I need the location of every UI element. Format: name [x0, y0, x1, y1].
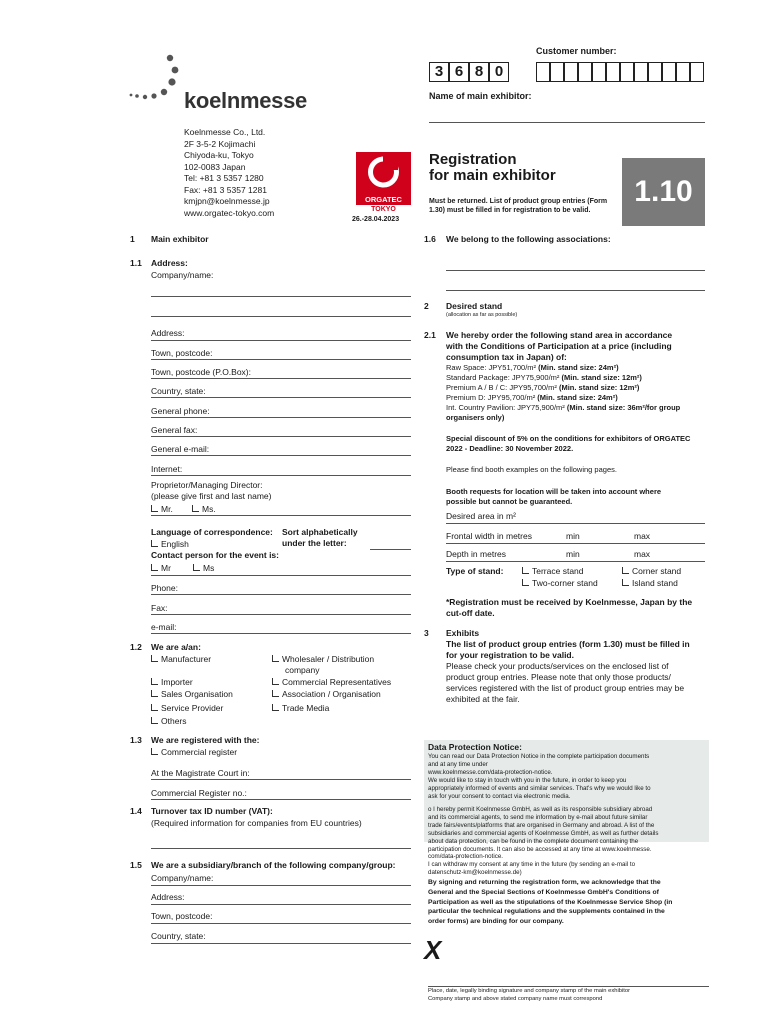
company-name-field-2[interactable] — [151, 316, 411, 317]
data-protection-title: Data Protection Notice: — [428, 742, 522, 752]
fax-label: Fax: — [151, 603, 168, 613]
proprietor-field[interactable] — [151, 515, 411, 516]
customer-digit: 3 — [429, 62, 449, 82]
customer-digit: 6 — [449, 62, 469, 82]
parent-country-field[interactable] — [151, 943, 411, 944]
type-commercial-reps-checkbox[interactable]: Commercial Representatives — [272, 677, 391, 688]
event-dates: 26.-28.04.2023 — [352, 216, 400, 223]
contact-person-field[interactable] — [151, 575, 411, 576]
depth-label: Depth in metres — [446, 549, 506, 559]
price-list: Raw Space: JPY51,700/m² (Min. stand size: 24m²) Standard Package: JPY75,900/m² (Min. stand size: 12m²) Premium A / B / C: JPY95,700/m² (Min. stand size: 12m²) Premium D: JPY95,700/m² (Min. stand size: 24m²) Int. Country Pavilion: JPY75,900/m² (Min. stand size: 36m²/for group organisers only) — [446, 363, 681, 422]
phone-field[interactable] — [151, 594, 411, 595]
customer-digit: 0 — [489, 62, 509, 82]
allocation-note: (allocation as far as possible) — [446, 312, 518, 318]
desired-area-label: Desired area in m² — [446, 511, 516, 521]
town-postcode-pobox-field[interactable] — [151, 378, 411, 379]
booth-examples-note: Please find booth examples on the following pages. — [446, 465, 617, 474]
parent-company-field[interactable] — [151, 885, 411, 886]
associations-field-2[interactable] — [446, 290, 705, 291]
internet-label: Internet: — [151, 464, 183, 474]
magistrate-court-label: At the Magistrate Court in: — [151, 768, 250, 778]
section-number: 1.4 — [130, 806, 142, 816]
section-title: Address: — [151, 258, 188, 268]
contact-ms-checkbox[interactable]: Ms — [193, 563, 214, 574]
associations-field[interactable] — [446, 270, 705, 271]
form-title: Registration for main exhibitor — [429, 151, 556, 184]
data-protection-consent-checkbox[interactable]: o I hereby permit Koelnmesse GmbH, as well as its responsible subsidiary abroad and its commercial agents, to send me information by e-mail about future similar trade fairs/events/platforms that are organised in Germany and abroad. A list of the subsidiaries and commercial agents of Koelnmesse GmbH, as well as further details about data protection, can be found in the complete document containing the participation documents. It can also be accessed at any time at www.koelnmesse. com/data-protection-notice. I can withdraw my consent at any time in the future (by sending an e-mail to datenschutz-km@koelnmesse.de) — [428, 806, 659, 877]
form-number-badge: 1.10 — [622, 158, 705, 226]
main-exhibitor-name-field[interactable] — [429, 122, 705, 123]
parent-company-label: Company/name: — [151, 873, 214, 883]
section-title: Main exhibitor — [151, 234, 209, 244]
sort-alphabetically-label: Sort alphabetically under the letter: — [282, 527, 358, 548]
depth-field[interactable] — [446, 561, 705, 562]
company-name-label: Company/name: — [151, 270, 214, 280]
two-corner-stand-checkbox[interactable]: Two-corner stand — [522, 578, 598, 589]
koelnmesse-logo-icon — [128, 50, 188, 102]
orgatec-logo: ORGATEC TOKYO — [356, 152, 411, 212]
country-state-label: Country, state: — [151, 386, 206, 396]
town-postcode-field[interactable] — [151, 359, 411, 360]
type-service-provider-checkbox[interactable]: Service Provider — [151, 703, 223, 714]
type-manufacturer-checkbox[interactable]: Manufacturer — [151, 654, 211, 665]
general-email-field[interactable] — [151, 455, 411, 456]
general-fax-field[interactable] — [151, 436, 411, 437]
section-number: 1.5 — [130, 860, 142, 870]
customer-number-input[interactable] — [536, 62, 704, 82]
corner-stand-checkbox[interactable]: Corner stand — [622, 566, 681, 577]
signature-caption: Place, date, legally binding signature and company stamp of the main exhibitor Company stamp and above stated company name must correspond — [428, 988, 631, 1002]
section-number: 1.1 — [130, 258, 142, 268]
general-email-label: General e-mail: — [151, 444, 210, 454]
booth-location-note: Booth requests for location will be taken into account where possible but cannot be guaranteed. — [446, 487, 662, 506]
stand-type-label: Type of stand: — [446, 566, 504, 576]
language-label: Language of correspondence: — [151, 527, 273, 537]
customer-number-label: Customer number: — [536, 46, 617, 56]
vat-field[interactable] — [151, 848, 411, 849]
type-others-checkbox[interactable]: Others — [151, 716, 187, 727]
general-fax-label: General fax: — [151, 425, 198, 435]
fax-field[interactable] — [151, 614, 411, 615]
contact-person-label: Contact person for the event is: — [151, 550, 279, 560]
section-number: 2.1 — [424, 330, 436, 340]
section-title: We are a/an: — [151, 642, 201, 652]
signature-mark: X — [424, 935, 442, 965]
magistrate-court-field[interactable] — [151, 779, 411, 780]
section-title: Desired stand — [446, 301, 503, 311]
deadline-note: *Registration must be received by Koelnmesse, Japan by the cut-off date. — [446, 597, 693, 618]
type-importer-checkbox[interactable]: Importer — [151, 677, 193, 688]
frontal-width-label: Frontal width in metres — [446, 531, 532, 541]
type-trade-media-checkbox[interactable]: Trade Media — [272, 703, 329, 714]
depth-min-label: min — [566, 549, 580, 559]
discount-note: Special discount of 5% on the conditions for exhibitors of ORGATEC 2022 - Deadline: 30 November 2022. — [446, 434, 691, 453]
island-stand-checkbox[interactable]: Island stand — [622, 578, 678, 589]
address-label: Address: — [151, 328, 185, 338]
email-field[interactable] — [151, 633, 411, 634]
data-protection-text: You can read our Data Protection Notice in the complete participation documents and at any time under www.koelnmesse.com/data-protection-notice. We would like to stay in touch with you in the future, in order to keep you appropriately informed of events and similar services. That's why we would like to ask for your consent to contact via electronic media. — [428, 753, 651, 800]
sort-letter-field[interactable] — [370, 549, 411, 550]
section-title: We are registered with the: — [151, 735, 260, 745]
section-title: We are a subsidiary/branch of the following company/group: — [151, 860, 396, 870]
section-number: 1.3 — [130, 735, 142, 745]
section-number: 1 — [130, 234, 135, 244]
email-label: e-mail: — [151, 622, 177, 632]
section-number: 2 — [424, 301, 429, 311]
main-exhibitor-name-label: Name of main exhibitor: — [429, 91, 532, 101]
phone-label: Phone: — [151, 583, 178, 593]
general-phone-field[interactable] — [151, 417, 411, 418]
address-field[interactable] — [151, 340, 411, 341]
customer-digit: 8 — [469, 62, 489, 82]
section-title: Turnover tax ID number (VAT): — [151, 806, 273, 816]
exhibits-requirement: The list of product group entries (form 1.30) must be filled in for your registration to be valid. — [446, 639, 690, 660]
proprietor-label: Proprietor/Managing Director: (please give first and last name) — [151, 480, 272, 501]
type-association-checkbox[interactable]: Association / Organisation — [272, 689, 381, 700]
terrace-stand-checkbox[interactable]: Terrace stand — [522, 566, 584, 577]
signature-field[interactable] — [428, 986, 709, 987]
koelnmesse-wordmark: koelnmesse — [184, 88, 307, 113]
signing-acknowledgement: By signing and returning the registration form, we acknowledge that the General and the Special Sections of Koelnmesse GmbH's Conditions of Participation as well as the stipulations of the Koelnmesse Service Shop (in particular the technical regulations and the supplements contained in the order forms) are binding for our company. — [428, 879, 673, 926]
section-number: 1.2 — [130, 642, 142, 652]
organizer-address: Koelnmesse Co., Ltd. 2F 3-5-2 Kojimachi Chiyoda-ku, Tokyo 102-0083 Japan Tel: +81 3 5357 1280 Fax: +81 3 5357 1281 kmjpn@koelnmesse.jp www.orgatec-tokyo.com — [184, 127, 275, 218]
depth-max-label: max — [634, 549, 651, 559]
vat-note: (Required information for companies from EU countries) — [151, 818, 362, 828]
contact-mr-checkbox[interactable]: Mr — [151, 563, 171, 574]
parent-address-field[interactable] — [151, 904, 411, 905]
parent-address-label: Address: — [151, 892, 185, 902]
form-note: Must be returned. List of product group entries (Form 1.30) must be filled in for registration to be valid. — [429, 198, 608, 214]
company-name-field[interactable] — [151, 296, 411, 297]
stand-order-title: We hereby order the following stand area in accordance with the Conditions of Participation at a price (including consumption tax in Japan) of: — [446, 330, 673, 362]
exhibits-text: Please check your products/services on the enclosed list of product group entries. Please note that only those products/ services registered with the list of product group entries may be exhibited at the fair. — [446, 661, 685, 704]
parent-town-label: Town, postcode: — [151, 911, 213, 921]
type-wholesaler-label-2: company — [285, 665, 320, 675]
frontal-width-field[interactable] — [446, 543, 705, 544]
frontal-max-label: max — [634, 531, 651, 541]
desired-area-field[interactable] — [446, 523, 705, 524]
section-title: Exhibits — [446, 628, 480, 638]
type-sales-organisation-checkbox[interactable]: Sales Organisation — [151, 689, 233, 700]
section-number: 3 — [424, 628, 429, 638]
register-no-label: Commercial Register no.: — [151, 788, 247, 798]
section-number: 1.6 — [424, 234, 436, 244]
town-postcode-label: Town, postcode: — [151, 348, 213, 358]
proprietor-mr-checkbox[interactable]: Mr. — [151, 504, 173, 515]
orgatec-emblem-icon — [356, 152, 411, 190]
english-checkbox[interactable]: English — [151, 539, 189, 550]
type-wholesaler-checkbox[interactable]: Wholesaler / Distribution — [272, 654, 374, 665]
parent-town-field[interactable] — [151, 923, 411, 924]
frontal-min-label: min — [566, 531, 580, 541]
parent-country-label: Country, state: — [151, 931, 206, 941]
country-state-field[interactable] — [151, 397, 411, 398]
section-title: We belong to the following associations: — [446, 234, 611, 244]
register-no-field[interactable] — [151, 799, 411, 800]
proprietor-ms-checkbox[interactable]: Ms. — [192, 504, 216, 515]
town-postcode-pobox-label: Town, postcode (P.O.Box): — [151, 367, 252, 377]
commercial-register-checkbox[interactable]: Commercial register — [151, 747, 237, 758]
general-phone-label: General phone: — [151, 406, 210, 416]
internet-field[interactable] — [151, 475, 411, 476]
